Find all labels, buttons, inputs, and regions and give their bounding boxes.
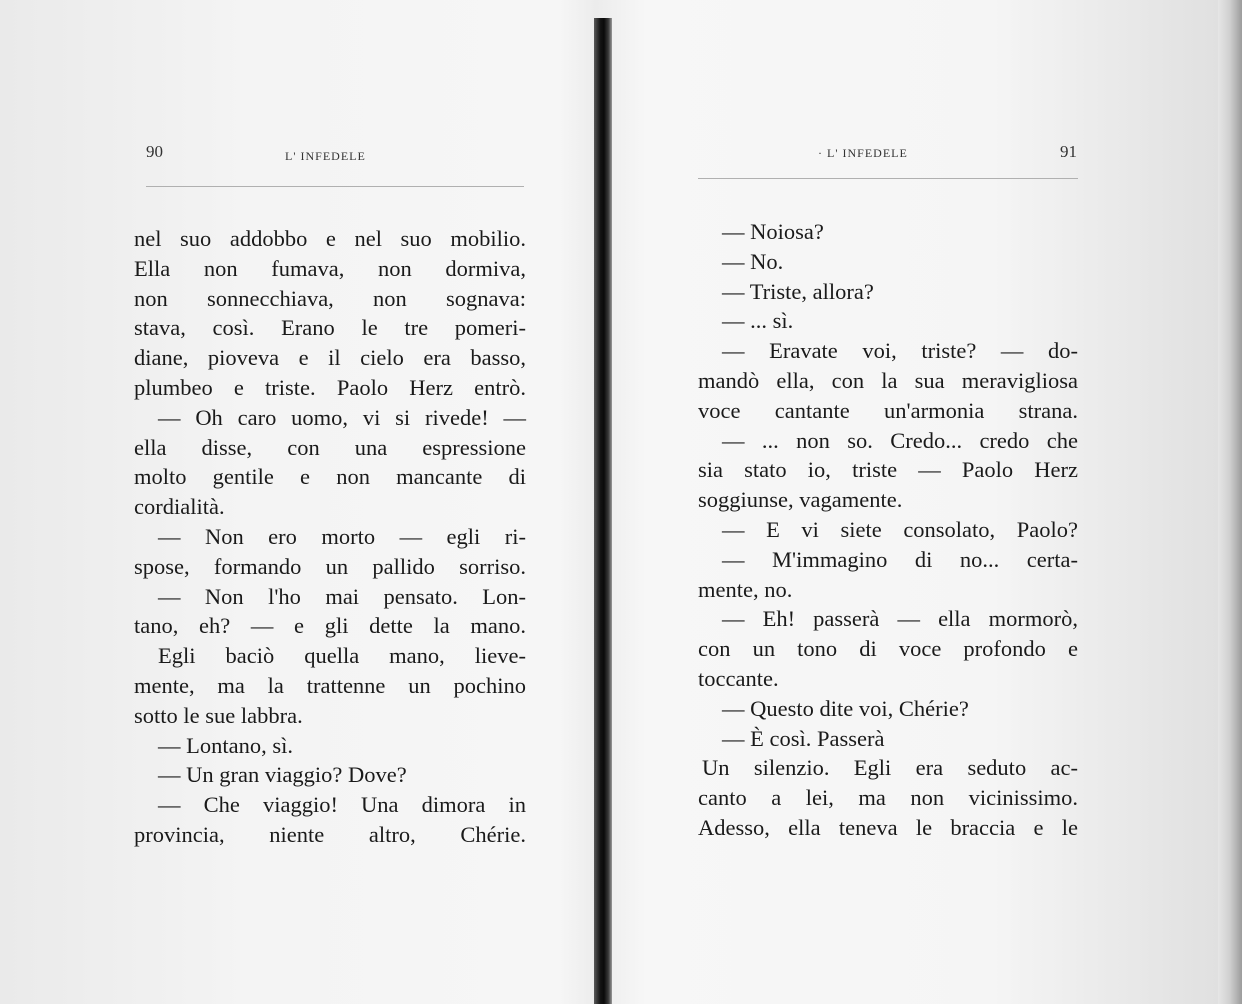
text-line: non sonnecchiava, non sognava:: [134, 285, 526, 311]
text-line: — No.: [722, 248, 784, 274]
text-line: mente, ma la trattenne un pochino: [134, 672, 526, 698]
text-line: mente, no.: [698, 576, 793, 602]
text-line: sia stato io, triste — Paolo Herz: [698, 457, 1078, 483]
text-line: con un tono di voce profondo e: [698, 636, 1078, 662]
text-line: — Un gran viaggio? Dove?: [158, 762, 407, 788]
text-line: toccante.: [698, 665, 779, 691]
header-rule-right: [698, 178, 1078, 179]
text-line: Egli baciò quella mano, lieve-: [158, 643, 526, 669]
text-line: stava, così. Erano le tre pomeri-: [134, 315, 526, 341]
text-line: ella disse, con una espressione: [134, 434, 526, 460]
page-number-left: 90: [146, 142, 163, 161]
right-page: [612, 0, 1242, 1004]
left-text-block: [134, 224, 526, 850]
text-line: cordialità.: [134, 494, 225, 520]
text-line: — È così. Passerà: [722, 725, 885, 751]
right-text-block: [698, 217, 1078, 843]
text-line: Ella non fumava, non dormiva,: [134, 255, 526, 281]
page-number-right: 91: [1060, 142, 1077, 161]
text-line: — E vi siete consolato, Paolo?: [722, 516, 1078, 542]
text-line: — ... non so. Credo... credo che: [722, 427, 1078, 453]
running-head-left: L' INFEDELE: [285, 149, 366, 163]
page-edge: [1218, 0, 1242, 1004]
text-line: mandò ella, con la sua meravigliosa: [698, 367, 1078, 393]
text-line: — Non l'ho mai pensato. Lon-: [158, 583, 526, 609]
text-line: — ... sì.: [722, 308, 794, 334]
running-head-right: · L' INFEDELE: [818, 146, 908, 160]
text-line: — Triste, allora?: [722, 278, 874, 304]
text-line: — Che viaggio! Una dimora in: [158, 792, 526, 818]
text-line: molto gentile e non mancante di: [134, 464, 526, 490]
text-line: spose, formando un pallido sorriso.: [134, 553, 526, 579]
text-line: sotto le sue labbra.: [134, 702, 303, 728]
text-line: tano, eh? — e gli dette la mano.: [134, 613, 526, 639]
text-line: — Questo dite voi, Chérie?: [722, 695, 969, 721]
text-line: — M'immagino di no... certa-: [722, 546, 1078, 572]
text-line: — Noiosa?: [722, 219, 824, 244]
text-line: provincia, niente altro, Chérie.: [134, 821, 526, 847]
text-line: voce cantante un'armonia strana.: [698, 397, 1078, 423]
text-line: — Non ero morto — egli ri-: [158, 523, 526, 549]
text-line: diane, pioveva e il cielo era basso,: [134, 345, 526, 371]
text-line: — Lontano, sì.: [158, 732, 293, 758]
text-line: Adesso, ella teneva le braccia e le: [698, 814, 1078, 840]
text-line: nel suo addobbo e nel suo mobilio.: [134, 226, 526, 251]
text-line: soggiunse, vagamente.: [698, 487, 903, 513]
text-line: — Eravate voi, triste? — do-: [722, 338, 1078, 364]
text-line: — Oh caro uomo, vi si rivede! —: [158, 404, 526, 430]
text-line: plumbeo e triste. Paolo Herz entrò.: [134, 374, 526, 400]
header-rule-left: [146, 186, 524, 187]
book-gutter: [594, 18, 612, 1004]
left-page: [0, 0, 598, 1004]
text-line: Un silenzio. Egli era seduto ac-: [702, 755, 1078, 781]
text-line: — Eh! passerà — ella mormorò,: [722, 606, 1078, 632]
text-line: canto a lei, ma non vicinissimo.: [698, 785, 1078, 811]
